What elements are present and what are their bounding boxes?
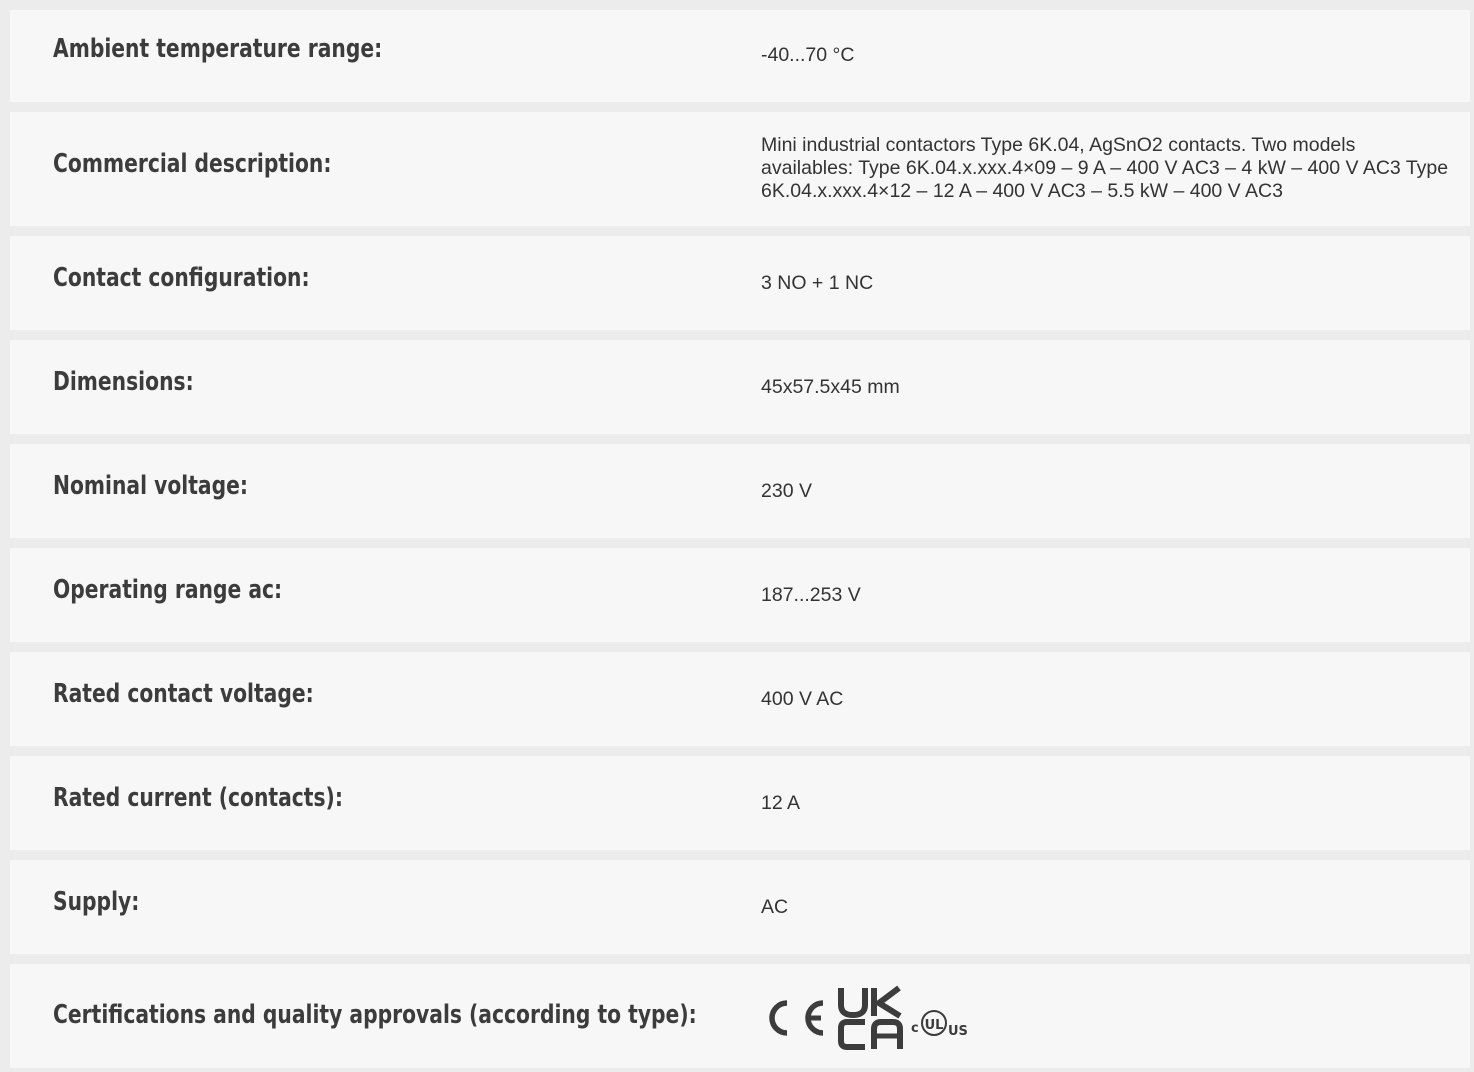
spec-label: Operating range ac: xyxy=(53,575,283,605)
spec-label: Certifications and quality approvals (according to type): xyxy=(53,1000,697,1030)
spec-value: 3 NO + 1 NC xyxy=(761,272,874,294)
spec-value: 400 V AC xyxy=(761,688,844,710)
spec-value: 45x57.5x45 mm xyxy=(761,376,900,398)
spec-value: Mini industrial contactors Type 6K.04, AgSnO2 contacts. Two models availables: Type 6K.04.x.xxx.4×09 – 9 A – 400 V AC3 – 4 kW – 400 V AC3 Type 6K.04.x.xxx.4×12 – 12 A – 400 V AC3 – 5.5 kW – 400 V AC3 xyxy=(761,134,1449,202)
spec-row-contact-configuration xyxy=(10,236,1470,330)
svg-text:US: US xyxy=(948,1024,968,1039)
spec-label: Rated current (contacts): xyxy=(53,783,343,813)
cul-us-mark-icon xyxy=(911,1004,981,1040)
svg-text:UL: UL xyxy=(924,1018,944,1033)
spec-label: Supply: xyxy=(53,887,140,917)
spec-label: Contact configuration: xyxy=(53,263,310,293)
spec-row-nominal-voltage xyxy=(10,444,1470,538)
spec-row-certifications xyxy=(10,964,1470,1068)
spec-row-dimensions xyxy=(10,340,1470,434)
spec-value: 12 A xyxy=(761,792,801,814)
spec-row-rated-current xyxy=(10,756,1470,850)
certification-marks xyxy=(761,982,981,1054)
spec-value: AC xyxy=(761,896,789,918)
spec-row-operating-range-ac xyxy=(10,548,1470,642)
ce-mark-icon xyxy=(761,998,831,1038)
spec-row-ambient-temperature xyxy=(10,10,1470,102)
ukca-mark-icon xyxy=(837,985,907,1051)
spec-value: 187...253 V xyxy=(761,584,861,606)
spec-label: Dimensions: xyxy=(53,367,194,397)
spec-value: 230 V xyxy=(761,480,812,502)
spec-value: -40...70 °C xyxy=(761,44,855,66)
spec-row-rated-contact-voltage xyxy=(10,652,1470,746)
spec-label: Commercial description: xyxy=(53,149,332,179)
spec-row-supply xyxy=(10,860,1470,954)
spec-label: Nominal voltage: xyxy=(53,471,248,501)
specifications-table xyxy=(10,10,1470,1068)
spec-label: Rated contact voltage: xyxy=(53,679,314,709)
spec-label: Ambient temperature range: xyxy=(53,34,383,64)
svg-text:c: c xyxy=(911,1021,919,1036)
spec-row-commercial-description xyxy=(10,112,1470,226)
